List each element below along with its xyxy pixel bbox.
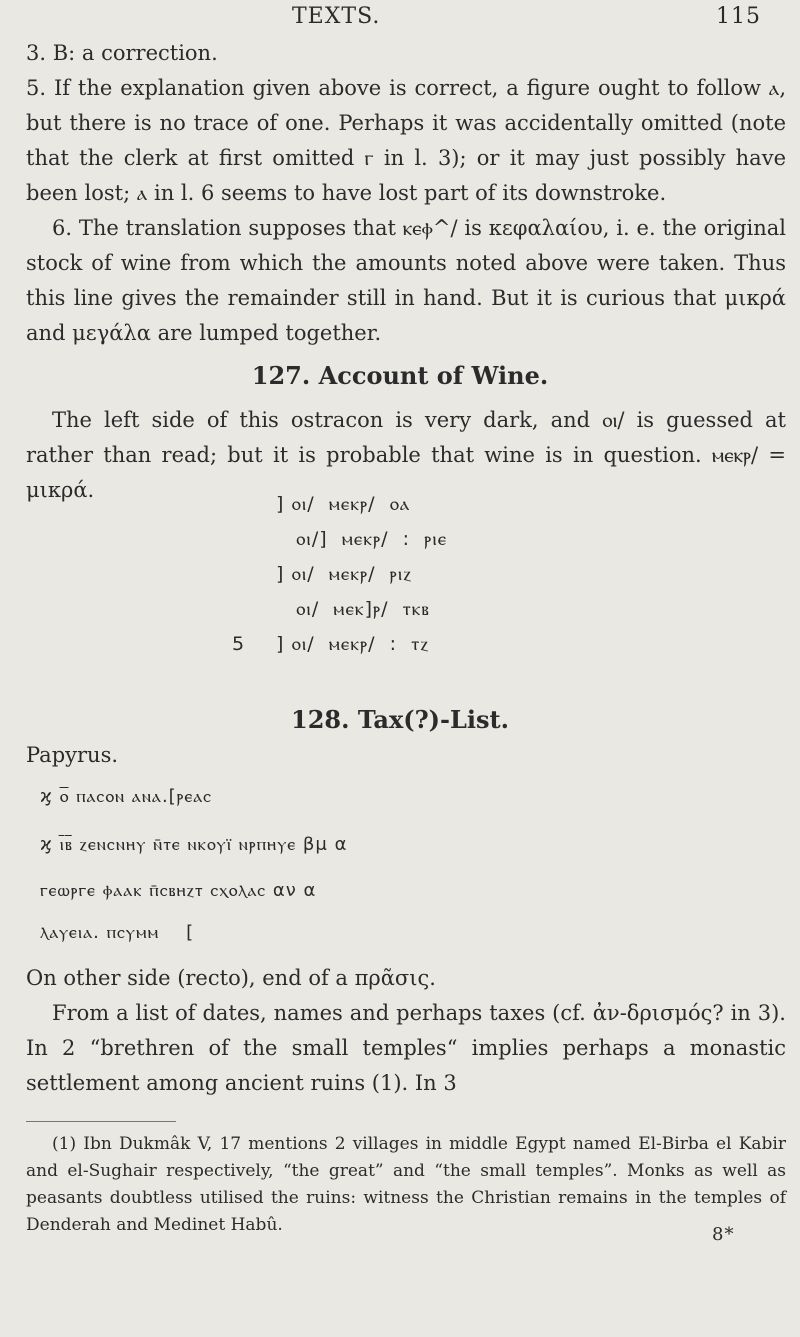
ostracon-line: ] ⲟⲓ/ ⲙⲉⲕⲣ/ ⲣⲓⲍ <box>276 563 412 585</box>
note-6: 6. The translation supposes that ⲕⲉⲫ^/ is κεφαλαίου, i. e. the original stock of wine from which the amounts noted above were taken. Thus this line gives the remainder still in hand. But it is curious that μικρά and μεγάλα are lumped together. <box>26 216 786 345</box>
papyrus-line: ϗ ⲟ̅ ⲡⲁⲥⲟⲛ ⲁⲛⲁ.[ⲣⲉⲁⲥ <box>40 786 213 807</box>
ostracon-line-number: 5 <box>232 633 246 655</box>
footnote: (1) Ibn Dukmâk V, 17 mentions 2 villages in middle Egypt named El-Birba el Kabir and el-Sughair respectively, “the great” and “the small temples”. Monks as well as peasants doubtless utilised the ruins: witness the Christian remains in the temples of Denderah and Medinet Habû. <box>26 1134 786 1235</box>
ostracon-line: ⲟⲓ/] ⲙⲉⲕⲣ/ : ⲣⲓⲉ <box>296 528 448 550</box>
section-127-intro: The left side of this ostracon is very dark, and ⲟⲓ/ is guessed at rather than read; but it is probable that wine is in question. ⲙⲉⲕⲣ/ = μικρά. <box>26 408 786 502</box>
footnote-rule <box>26 1121 176 1122</box>
note-3: 3. Β: a correction. <box>26 41 218 65</box>
papyrus-line: ϗ ⲓ̅ⲃ̅ ⲍⲉⲛⲥⲛⲏⲩ ⲛ̄ⲧⲉ ⲛⲕⲟⲩⲓ̈ ⲛⲣⲡⲏⲩⲉ βμ α <box>40 834 348 855</box>
ostracon-line: ] ⲟⲓ/ ⲙⲉⲕⲣ/ : ⲧⲍ <box>276 633 430 655</box>
page-number: 115 <box>716 4 761 29</box>
running-title: TEXTS. <box>292 4 381 29</box>
recto-note: On other side (recto), end of a πρᾶσις. <box>26 966 436 990</box>
section-128-commentary: From a list of dates, names and perhaps taxes (cf. ἀν-δρισμός? in 3). In 2 “brethren of the small temples“ implies perhaps a monastic settlement among ancient ruins (1). In 3 <box>26 1001 786 1095</box>
papyrus-line: ⲅⲉⲱⲣⲅⲉ ⲫⲁⲁⲕ ⲡ̄ⲥⲃⲏⲍⲧ ⲥⲭⲟⲗⲁⲥ αν α <box>40 880 317 901</box>
ostracon-line: ] ⲟⲓ/ ⲙⲉⲕⲣ/ ⲟⲁ <box>276 493 411 515</box>
note-5: 5. If the explanation given above is correct, a figure ought to follow ⲁ, but there is no trace of one. Perhaps it was accidentally omitted (note that the clerk at first omitted ⲅ in l. 3); or it may just possibly have been lost; ⲁ in l. 6 seems to have lost part of its downstroke. <box>26 76 786 205</box>
signature-mark: 8* <box>712 1224 735 1245</box>
ostracon-line: ⲟⲓ/ ⲙⲉⲕ]ⲣ/ ⲧⲕⲃ <box>296 598 430 620</box>
papyrus-line: ⲗⲁⲩⲉⲓⲁ. ⲡⲥⲩⲙⲙ [ <box>40 922 195 943</box>
section-127-heading: 127. Account of Wine. <box>251 361 549 390</box>
section-128-heading: 128. Tax(?)-List. <box>291 705 509 734</box>
papyrus-label: Papyrus. <box>26 743 119 767</box>
